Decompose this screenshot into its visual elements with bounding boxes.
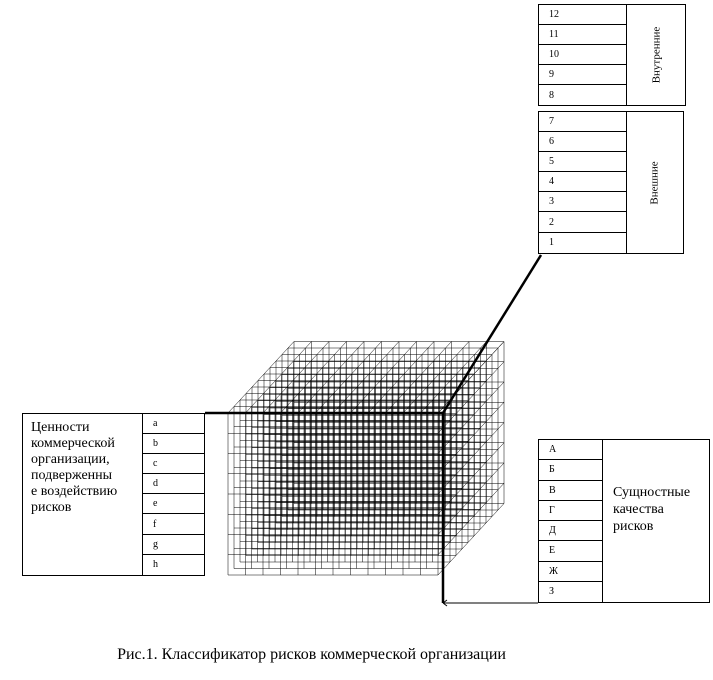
external-item: 2 <box>539 212 626 232</box>
external-item: 6 <box>539 132 626 152</box>
value-item: a <box>143 414 204 434</box>
risk-qualities-panel <box>538 439 710 603</box>
lattice-depth-line <box>228 342 294 414</box>
lattice-depth-line <box>438 504 504 576</box>
value-item: g <box>143 535 204 555</box>
internal-risks-panel <box>538 4 686 106</box>
external-item: 4 <box>539 172 626 192</box>
external-risks-label: Внешние <box>648 160 661 205</box>
quality-item: Д <box>539 521 602 541</box>
value-item: d <box>143 474 204 494</box>
external-item: 3 <box>539 192 626 212</box>
external-item: 5 <box>539 152 626 172</box>
risk-qualities-label: Сущностные качества рисков <box>613 485 691 534</box>
risk-qualities-list <box>539 440 603 602</box>
org-values-list <box>142 414 204 575</box>
external-item: 1 <box>549 237 554 249</box>
org-values-label: Ценности коммерческой организации, подверженны е воздействию рисков <box>31 420 118 515</box>
lattice-depth-line <box>438 483 504 555</box>
quality-item: З <box>549 586 555 598</box>
quality-item: Б <box>539 460 602 480</box>
external-risks-panel <box>538 111 684 254</box>
org-values-panel <box>22 413 205 576</box>
internal-risks-list <box>539 5 627 105</box>
value-item: c <box>143 454 204 474</box>
internal-item: 9 <box>539 65 626 85</box>
internal-item: 8 <box>549 89 554 101</box>
value-item: e <box>143 494 204 514</box>
lattice-depth-line <box>438 463 504 535</box>
quality-item: В <box>539 481 602 501</box>
figure-caption: Рис.1. Классификатор рисков коммерческой организации <box>117 646 506 663</box>
internal-risks-label: Внутренние <box>650 26 662 84</box>
quality-item: Ж <box>539 562 602 582</box>
value-item: b <box>143 434 204 454</box>
internal-item: 10 <box>539 45 626 65</box>
external-risks-list <box>539 112 627 253</box>
internal-item: 12 <box>539 5 626 25</box>
quality-item: А <box>539 440 602 460</box>
quality-item: Г <box>539 501 602 521</box>
value-item: f <box>143 514 204 534</box>
quality-item: Е <box>539 541 602 561</box>
value-item: h <box>153 559 158 571</box>
external-item: 7 <box>539 112 626 132</box>
internal-item: 11 <box>539 25 626 45</box>
